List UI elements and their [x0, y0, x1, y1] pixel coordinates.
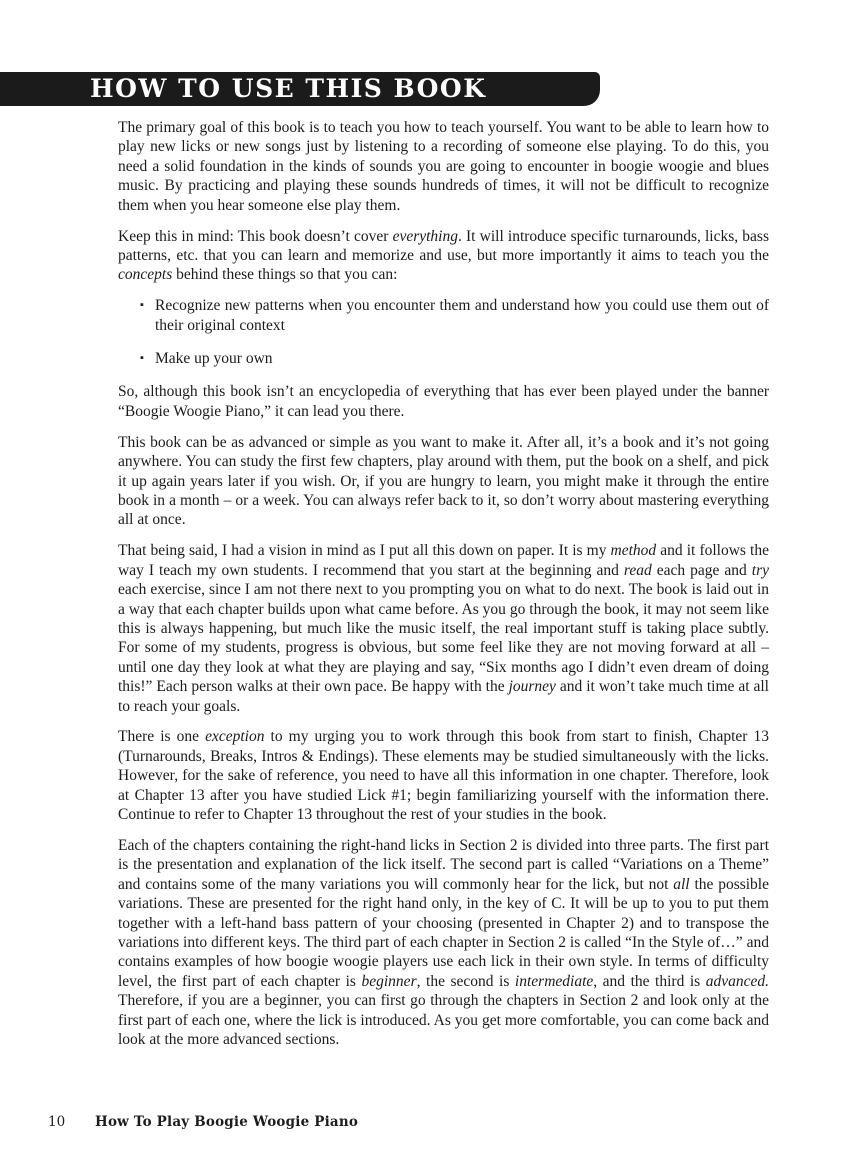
text-run: This book can be as advanced or simple as you want to make it. After all, it’s a book and it’s not going anywhere. You can study the first few chapters, play around with them, put the book on a shelf, and pick it up again years later if you wish. Or, if you are hungry to learn, you might make it through the entire book in a month – or a week. You can always refer back to it, so don’t worry about mastering everything all at once. — [118, 433, 769, 529]
italic-text-run: exception — [205, 728, 265, 746]
paragraph — [118, 541, 769, 716]
italic-text-run: method — [610, 542, 657, 560]
italic-text-run: intermediate — [514, 972, 594, 990]
italic-text-run: read — [623, 561, 652, 579]
text-run: and it follows the way I teach my own students. I recommend that you start at the beginning and — [118, 542, 769, 579]
text-run: Keep this in mind: This book doesn’t cover — [118, 227, 393, 245]
text-run: each page and — [651, 561, 752, 579]
text-run: . It will introduce specific turnarounds, licks, bass patterns, etc. that you can learn and memorize and use, but more importantly it aims to teach you the — [118, 227, 769, 264]
paragraph — [118, 118, 769, 215]
paragraph — [118, 727, 769, 824]
footer — [48, 1114, 358, 1130]
paragraph — [118, 433, 769, 530]
header-banner — [0, 72, 600, 106]
italic-text-run: concepts — [118, 266, 173, 284]
italic-text-run: advanced. — [705, 972, 769, 990]
paragraph — [118, 227, 769, 285]
text-run: So, although this book isn’t an encyclopedia of everything that has ever been played under the banner “Boogie Woogie Piano,” it can lead you there. — [118, 383, 769, 420]
page-title: HOW TO USE THIS BOOK — [90, 73, 487, 103]
text-run: the possible variations. These are presented for the right hand only, in the key of C. It will be up to you to put them together with a left-hand bass pattern of your choosing (presented in Chapter 2) and to transpose the variations into different keys. The third part of each chapter in Section 2 is called “In the Style of…” and contains examples of how boogie woogie players use each lick in their own style. In terms of difficulty level, the first part of each chapter is — [118, 875, 769, 990]
text-run: Make up your own — [155, 350, 273, 368]
page-number: 10 — [48, 1114, 66, 1130]
bullet-item — [140, 349, 769, 368]
text-run: The primary goal of this book is to teach you how to teach yourself. You want to be able to learn how to play new licks or new songs just by listening to a recording of someone else playing. To do this, you need a solid foundation in the kinds of sounds you are going to encounter in boogie woogie and blues music. By practicing and playing these sounds hundreds of times, it will not be difficult to recognize them when you hear someone else play them. — [118, 119, 769, 214]
text-run: , the second is — [416, 972, 515, 990]
italic-text-run: try — [751, 561, 770, 579]
bullet-list — [140, 296, 769, 368]
text-run: behind these things so that you can: — [172, 266, 398, 284]
text-run: each exercise, since I am not there next to you prompting you on what to do next. The book is laid out in a way that each chapter builds upon what came before. As you go through the book, it may not seem like this is always happening, but much like the music itself, the real important stuff is taking place subtly. For some of my students, progress is obvious, but some feel like they are not moving forward at all – until one day they look at what they are playing and say, “Six months ago I didn’t even dream of doing this!” Each person walks at their own pace. Be happy with the — [118, 581, 769, 696]
italic-text-run: everything — [392, 227, 458, 245]
italic-text-run: all — [673, 875, 690, 893]
italic-text-run: beginner — [361, 972, 417, 990]
text-run: Recognize new patterns when you encounter them and understand how you could use them out of their original context — [155, 297, 769, 334]
text-run: Each of the chapters containing the right-hand licks in Section 2 is divided into three parts. The first part is the presentation and explanation of the lick itself. The second part is called “Variations on a Theme” and contains some of the many variations you will commonly hear for the lick, but not — [118, 837, 769, 893]
paragraph — [118, 382, 769, 421]
text-run: , and the third is — [593, 972, 706, 990]
text-run: Therefore, if you are a beginner, you can first go through the chapters in Section 2 and look only at the first part of each one, where the lick is introduced. As you get more comfortable, you can come back and look at the more advanced sections. — [118, 992, 769, 1049]
text-run: and it won’t take much time at all to reach your goals. — [118, 678, 769, 715]
bullet-item — [140, 296, 769, 335]
footer-book-title: How To Play Boogie Woogie Piano — [95, 1114, 359, 1130]
text-run: That being said, I had a vision in mind as I put all this down on paper. It is my — [118, 542, 611, 560]
paragraph — [118, 836, 769, 1049]
body-content — [118, 118, 769, 1061]
text-run: to my urging you to work through this book from start to finish, Chapter 13 (Turnarounds, Breaks, Intros & Endings). These elements may be studied simultaneously with the licks. However, for the sake of reference, you need to have all this information in one chapter. Therefore, look at Chapter 13 after you have studied Lick #1; begin familiarizing yourself with the information there. Continue to refer to Chapter 13 throughout the rest of your studies in the book. — [118, 728, 769, 824]
italic-text-run: journey — [508, 678, 556, 696]
text-run: There is one — [118, 728, 206, 746]
